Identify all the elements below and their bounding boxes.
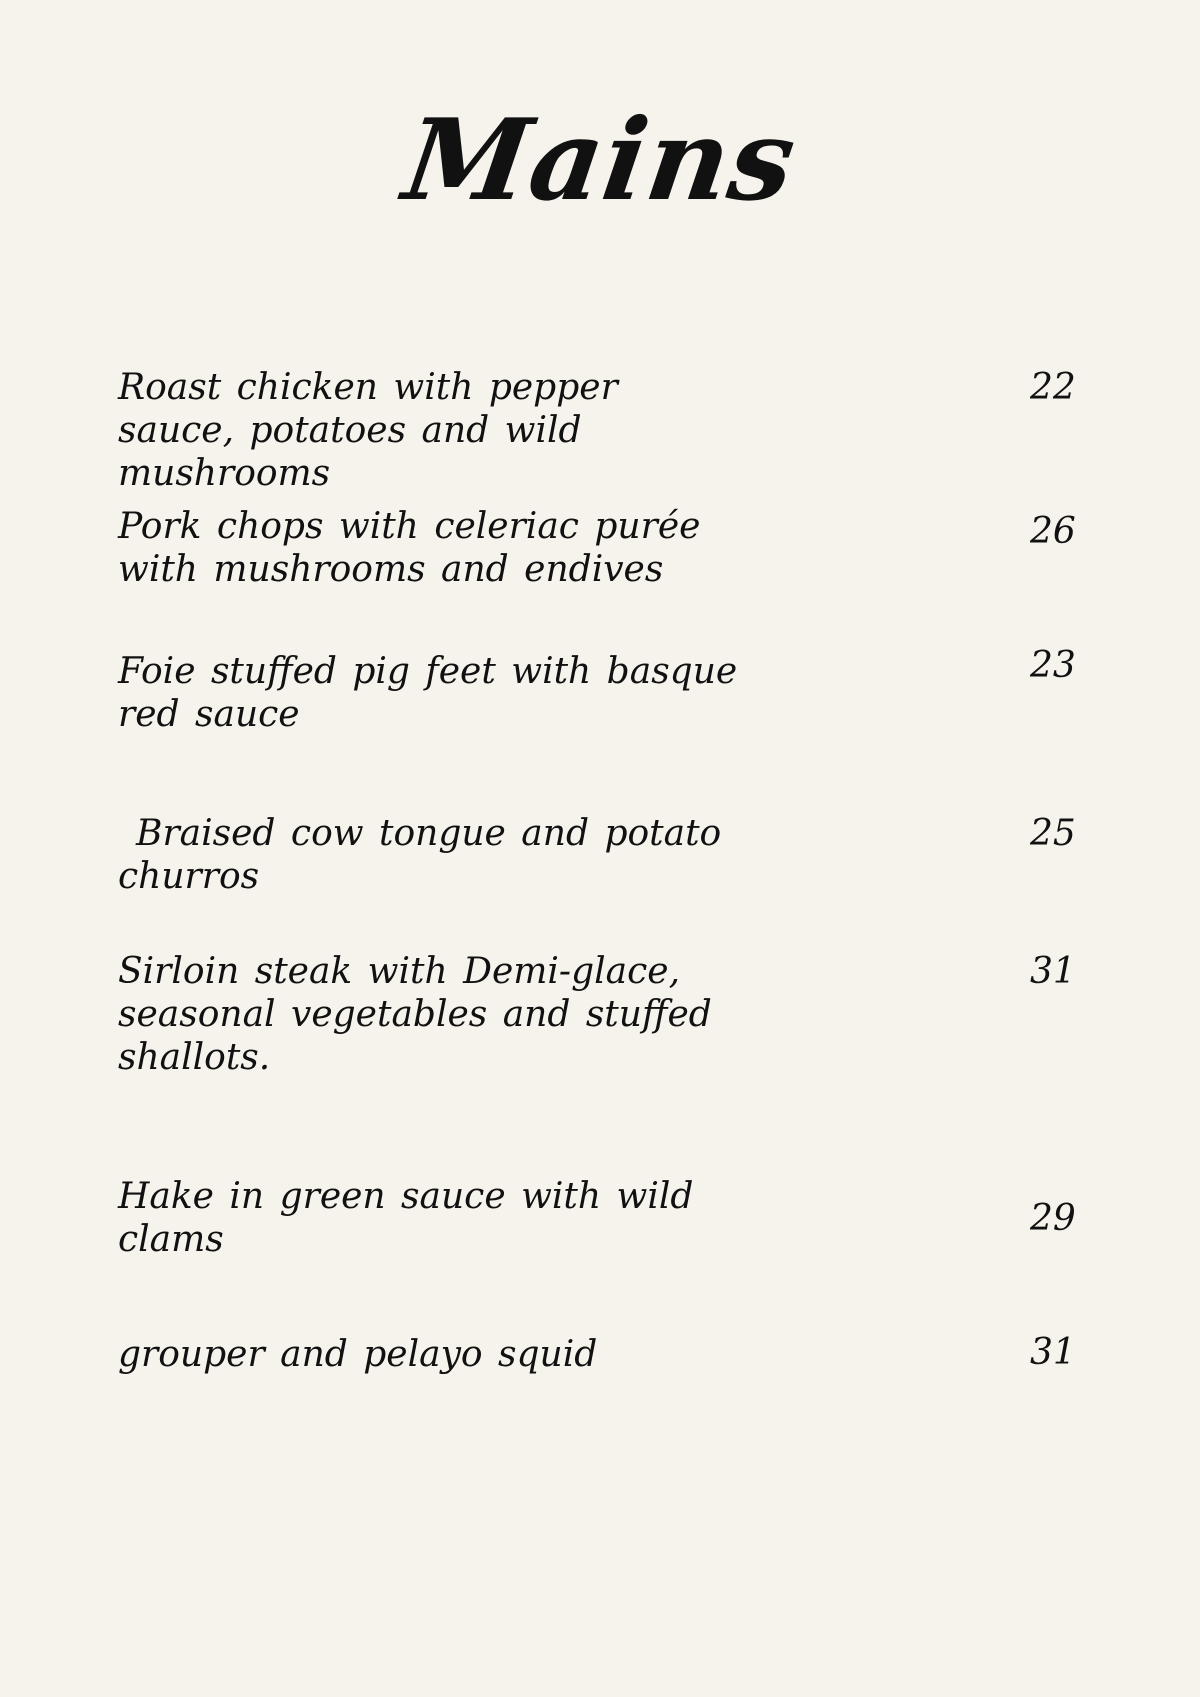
menu-item-name: Sirloin steak with Demi-glace, seasonal vegetables and stuffed shallots. xyxy=(118,951,712,1078)
menu-item-price: 25 xyxy=(1030,813,1076,854)
menu-item-price: 22 xyxy=(1030,367,1076,408)
menu-item-price: 29 xyxy=(1030,1198,1076,1239)
menu-item-name: Braised cow tongue and potato churros xyxy=(118,813,722,897)
menu-item-name: Hake in green sauce with wild clams xyxy=(118,1176,694,1260)
menu-item-name: grouper and pelayo squid xyxy=(118,1334,598,1375)
menu-item-price: 26 xyxy=(1030,511,1076,552)
menu-item-price: 23 xyxy=(1030,645,1076,686)
menu-item-price: 31 xyxy=(1030,1332,1076,1373)
menu-item-name: Roast chicken with pepper sauce, potatoes and wild mushrooms xyxy=(118,367,618,494)
menu-item-price: 31 xyxy=(1030,951,1076,992)
menu-item-name: Pork chops with celeriac purée with mushrooms and endives xyxy=(118,506,701,590)
menu-title: Mains xyxy=(396,95,804,226)
menu-item-name: Foie stuffed pig feet with basque red sauce xyxy=(118,651,738,735)
